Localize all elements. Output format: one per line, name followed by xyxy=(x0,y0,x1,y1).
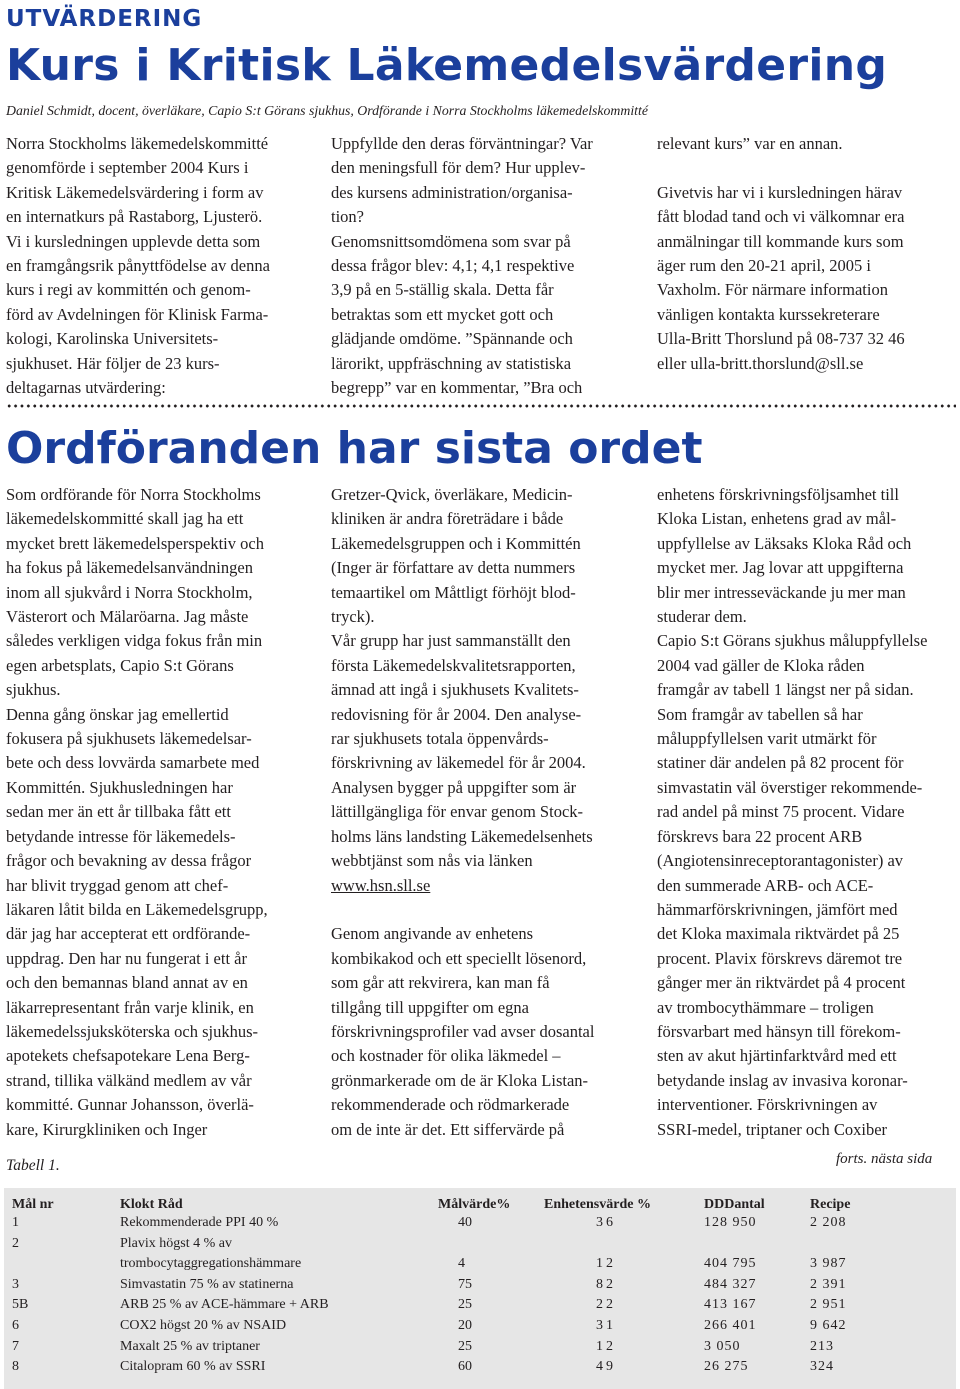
page-title: Kurs i Kritisk Läkemedelsvärdering xyxy=(6,40,888,91)
table-cell: 9 642 xyxy=(810,1317,847,1333)
text-line: Denna gång önskar jag emellertid xyxy=(6,704,229,724)
table-cell: 3 050 xyxy=(704,1338,741,1354)
table-cell: 25 xyxy=(458,1338,472,1354)
text-line: anmälningar till kommande kurs som xyxy=(657,231,904,251)
section-label: UTVÄRDERING xyxy=(6,6,203,32)
text-line: Genom angivande av enhetens xyxy=(331,924,534,944)
text-line: rar sjukhusets totala öppenvårds- xyxy=(331,729,549,749)
text-line: grönmarkerade om de är Kloka Listan- xyxy=(331,1070,589,1090)
text-line: äger rum den 20-21 april, 2005 i xyxy=(657,256,871,276)
text-line: Genomsnittsomdömena som svar på xyxy=(331,231,571,251)
table-row xyxy=(12,1297,910,1318)
table-cell: trombocytaggregationshämmare xyxy=(120,1256,302,1272)
text-line: webbtjänst som nås via länken xyxy=(331,851,533,871)
text-line: genomförde i september 2004 Kurs i xyxy=(6,158,249,178)
text-line: 2004 vad gäller de Kloka råden xyxy=(657,655,865,675)
header-recipe: Recipe xyxy=(810,1196,851,1212)
text-line: kombikakod och ett speciellt lösenord, xyxy=(331,948,587,968)
text-line: temaartikel om Måttligt förhöjt blod- xyxy=(331,582,576,602)
text-line: Kommittén. Sjukhusledningen har xyxy=(6,777,233,797)
text-line: deltagarnas utvärdering: xyxy=(6,378,166,398)
text-line: Som framgår av tabellen så har xyxy=(657,704,863,724)
text-line: fokusera på sjukhusets läkemedelsar- xyxy=(6,729,252,749)
text-line: kliniken är andra företrädare i både xyxy=(331,509,564,529)
table-cell: 49 xyxy=(596,1359,616,1375)
text-line: förskrivningsprofiler vad avser dosantal xyxy=(331,1021,595,1041)
table-cell: Simvastatin 75 % av statinerna xyxy=(120,1276,294,1292)
text-line: tryck). xyxy=(331,607,375,627)
table-cell: 2 208 xyxy=(810,1215,847,1230)
text-line: förd av Avdelningen för Klinisk Farma- xyxy=(6,304,269,324)
text-line: relevant kurs” var en annan. xyxy=(657,134,843,153)
text-line: förskrivning av läkemedel för år 2004. xyxy=(331,753,586,773)
text-line: (Angiotensinreceptorantagonister) av xyxy=(657,851,904,871)
text-line: det Kloka maximala riktvärdet på 25 xyxy=(657,924,900,944)
text-line: sedan mer än ett år tillbaka fått ett xyxy=(6,802,231,822)
table-row xyxy=(12,1256,910,1277)
text-line: kurs i regi av kommittén och genom- xyxy=(6,280,251,300)
text-line: Norra Stockholms läkemedelskommitté xyxy=(6,134,269,153)
text-line: apotekets chefsapotekare Lena Berg- xyxy=(6,1046,250,1066)
text-line: procent. Plavix förskrevs däremot tre xyxy=(657,948,903,968)
table-cell: 75 xyxy=(458,1276,472,1292)
byline: Daniel Schmidt, docent, överläkare, Capio S:t Görans sjukhus, Ordförande i Norra Stockholms läkemedelskommitté xyxy=(6,103,648,118)
text-line: interventioner. Förskrivningen av xyxy=(657,1095,878,1115)
text-line: sjukhus. xyxy=(6,680,61,700)
text-line: holms läns landsting Läkemedelsenhets xyxy=(331,826,593,846)
text-line: läkarrepresentant från varje klinik, en xyxy=(6,997,254,1017)
text-line: om de inte är det. Ett siffervärde på xyxy=(331,1119,565,1139)
table-cell: 2 xyxy=(12,1235,19,1251)
text-line: Vår grupp har just sammanställt den xyxy=(331,631,571,651)
table-cell: 128 950 xyxy=(704,1215,757,1230)
table-cell xyxy=(12,1256,120,1277)
text-line: statiner där andelen på 82 procent för xyxy=(657,753,904,773)
table-cell: 36 xyxy=(596,1215,616,1230)
text-line: lättillgängliga för envar genom Stock- xyxy=(331,802,584,822)
text-line: Läkemedelsgruppen och i Kommittén xyxy=(331,533,581,553)
text-line: försvarbart med hänsyn till förekom- xyxy=(657,1021,901,1041)
text-line: framgår av tabell 1 längst ner på sidan. xyxy=(657,680,914,700)
text-line: och den bemannas bland annat av en xyxy=(6,973,248,993)
text-line: (Inger är författare av detta nummers xyxy=(331,558,576,578)
text-line: des kursens administration/organisa- xyxy=(331,182,573,202)
article2-column-2 xyxy=(331,483,594,1142)
table-cell: 4 xyxy=(458,1256,465,1272)
text-line: sjukhuset. Här följer de 23 kurs- xyxy=(6,353,220,373)
text-line: som går att rekvirera, kan man få xyxy=(331,973,550,993)
table-cell: 324 xyxy=(810,1359,834,1375)
table-cell: 213 xyxy=(810,1338,834,1354)
text-line: strand, tillika välkänd medlem av vår xyxy=(6,1070,252,1090)
table-cell: Rekommenderade PPI 40 % xyxy=(120,1215,279,1230)
table-cell: 60 xyxy=(458,1359,472,1375)
table-cell: 12 xyxy=(596,1338,616,1354)
header-dddantal: DDDantal xyxy=(704,1196,765,1212)
text-line: Capio S:t Görans sjukhus måluppfyllelse xyxy=(657,631,928,651)
table-cell xyxy=(544,1236,704,1257)
text-line: kologi, Karolinska Universitets- xyxy=(6,329,219,349)
text-line: Vaxholm. För närmare information xyxy=(657,280,888,300)
text-line: Vi i kursledningen upplevde detta som xyxy=(6,231,261,251)
table-cell: Citalopram 60 % av SSRI xyxy=(120,1359,266,1375)
text-line: Som ordförande för Norra Stockholms xyxy=(6,485,261,504)
article2-column-3 xyxy=(657,483,927,1142)
text-line: kommitté. Gunnar Johansson, överlä- xyxy=(6,1095,254,1115)
text-line: eller ulla-britt.thorslund@sll.se xyxy=(657,353,864,373)
text-line: blir mer intresseväckande ju mer man xyxy=(657,582,906,602)
text-line: rekommenderade och rödmarkerade xyxy=(331,1095,570,1115)
table-row xyxy=(12,1215,910,1236)
table-cell xyxy=(810,1236,910,1257)
text-line: betydande intresse för läkemedels- xyxy=(6,826,236,846)
text-line: förskrevs bara 22 procent ARB xyxy=(657,826,863,846)
text-line: där jag har accepterat ett ordförande- xyxy=(6,924,251,944)
table-cell: COX2 högst 20 % av NSAID xyxy=(120,1317,287,1333)
header-malvarde: Målvärde% xyxy=(438,1196,511,1212)
table-cell: 8 xyxy=(12,1359,19,1375)
text-line: studerar dem. xyxy=(657,607,747,627)
text-line: gånger mer än riktvärdet på 4 procent xyxy=(657,973,906,993)
text-line: läkaren låtit bilda en Läkemedelsgrupp, xyxy=(6,899,268,919)
text-line: måluppfyllelsen varit utmärkt för xyxy=(657,729,877,749)
text-line: begrepp” var en kommentar, ”Bra och xyxy=(331,378,583,398)
text-line xyxy=(657,156,905,180)
text-line: den meningsfull för dem? Hur upplev- xyxy=(331,158,586,178)
text-line: läkemedelskommitté skall jag ha ett xyxy=(6,509,244,529)
continued-note: forts. nästa sida xyxy=(836,1151,933,1167)
table-cell: Maxalt 25 % av triptaner xyxy=(120,1338,260,1354)
text-line: inom all sjukvård i Norra Stockholm, xyxy=(6,582,253,602)
text-line: simvastatin väl överstiger rekommende- xyxy=(657,777,923,797)
text-line: första Läkemedelskvalitetsrapporten, xyxy=(331,655,576,675)
table-cell xyxy=(438,1236,544,1257)
text-line: betydande inslag av invasiva koronar- xyxy=(657,1070,908,1090)
text-line: frågor och bevakning av dessa frågor xyxy=(6,851,252,871)
text-line: lärorikt, uppfräschning av statistiska xyxy=(331,353,572,373)
table-cell: 20 xyxy=(458,1317,472,1333)
text-line: vänligen kontakta kurssekreterare xyxy=(657,304,880,324)
table-header-row xyxy=(12,1194,910,1215)
text-line: uppdrag. Den har nu fungerat i ett år xyxy=(6,948,247,968)
table-cell: 3 987 xyxy=(810,1256,847,1272)
table-cell: 22 xyxy=(596,1297,616,1313)
text-line: redovisning för år 2004. Den analyse- xyxy=(331,704,582,724)
table-cell: 7 xyxy=(12,1338,19,1354)
text-line: bete och dess lovvärda samarbete med xyxy=(6,753,260,773)
table-row xyxy=(12,1318,910,1339)
text-line: glädjande omdöme. ”Spännande och xyxy=(331,329,573,349)
table-cell: 3 xyxy=(12,1276,19,1292)
table-cell: 82 xyxy=(596,1276,616,1292)
text-line: dessa frågor blev: 4,1; 4,1 respektive xyxy=(331,256,575,276)
table-cell: 12 xyxy=(596,1256,616,1272)
text-line: Uppfyllde den deras förväntningar? Var xyxy=(331,134,593,153)
table-cell: 5B xyxy=(12,1297,29,1313)
table-cell: 31 xyxy=(596,1317,616,1333)
text-line: betraktas som ett mycket gott och xyxy=(331,304,554,324)
text-line: och kostnader för olika läkmedel – xyxy=(331,1046,561,1066)
text-line: Analysen bygger på uppgifter som är xyxy=(331,777,577,797)
text-line: Gretzer-Qvick, överläkare, Medicin- xyxy=(331,485,573,504)
table-cell: 413 167 xyxy=(704,1297,757,1313)
table-cell: ARB 25 % av ACE-hämmare + ARB xyxy=(120,1297,329,1313)
text-line: 3,9 på en 5-ställig skala. Detta får xyxy=(331,280,554,300)
table-cell: 1 xyxy=(12,1215,19,1230)
text-line: Västerort och Mälaröarna. Jag måste xyxy=(6,607,249,627)
text-line: uppfyllelse av Läksaks Kloka Råd och xyxy=(657,533,912,553)
table-cell: 25 xyxy=(458,1297,472,1313)
results-table xyxy=(12,1194,910,1380)
table-cell: 2 951 xyxy=(810,1297,847,1313)
link-hsn[interactable]: www.hsn.sll.se xyxy=(331,875,431,895)
text-line: Kritisk Läkemedelsvärdering i form av xyxy=(6,182,264,202)
text-line: av trombocythämmare – troligen xyxy=(657,997,874,1017)
dotted-divider xyxy=(6,404,956,408)
table-cell xyxy=(704,1236,810,1257)
text-line: Givetvis har vi i kursledningen härav xyxy=(657,182,903,202)
text-line: Ulla-Britt Thorslund på 08-737 32 46 xyxy=(657,329,905,349)
text-line: tillgång till uppgifter om egna xyxy=(331,997,529,1017)
text-line: en internatkurs på Rastaborg, Ljusterö. xyxy=(6,207,263,227)
text-line: den summerade ARB- och ACE- xyxy=(657,875,874,895)
header-enhetensvarde: Enhetensvärde % xyxy=(544,1196,651,1212)
article1-column-2 xyxy=(331,132,593,400)
text-line: en framgångsrik pånyttfödelse av denna xyxy=(6,256,270,276)
article1-column-1 xyxy=(6,132,270,400)
table-cell: 26 275 xyxy=(704,1359,749,1375)
table-caption: Tabell 1. xyxy=(6,1157,60,1174)
text-line: egen arbetsplats, Capio S:t Görans xyxy=(6,655,234,675)
table-cell: 40 xyxy=(458,1215,472,1230)
text-line: således verkligen vidga fokus från min xyxy=(6,631,263,651)
text-line: hämmarförskrivningen, jämfört med xyxy=(657,899,898,919)
text-line: mycket mer. Jag lovar att uppgifterna xyxy=(657,558,904,578)
text-line: ämnad att ingå i sjukhusets Kvalitets- xyxy=(331,680,579,700)
table-cell: 484 327 xyxy=(704,1276,757,1292)
table-row xyxy=(12,1359,910,1380)
text-line: tion? xyxy=(331,207,364,227)
table-cell: 404 795 xyxy=(704,1256,757,1272)
text-line: rad andel på minst 75 procent. Vidare xyxy=(657,802,905,822)
section-title: Ordföranden har sista ordet xyxy=(6,423,703,474)
header-mal-nr: Mål nr xyxy=(12,1196,54,1212)
table-row xyxy=(12,1236,910,1257)
text-line: fått blodad tand och vi välkomnar era xyxy=(657,207,905,227)
table-cell: 6 xyxy=(12,1317,19,1333)
header-klokt-rad: Klokt Råd xyxy=(120,1196,183,1212)
text-line: har blivit tryggad genom att chef- xyxy=(6,875,229,895)
table-cell: Plavix högst 4 % av xyxy=(120,1235,232,1251)
text-line: Kloka Listan, enhetens grad av mål- xyxy=(657,509,897,529)
text-line: läkemedelssjuksköterska och sjukhus- xyxy=(6,1021,259,1041)
article1-column-3 xyxy=(657,132,905,376)
table-row xyxy=(12,1339,910,1360)
table-row xyxy=(12,1277,910,1298)
article2-column-1 xyxy=(6,483,268,1142)
text-line: ha fokus på läkemedelsanvändningen xyxy=(6,558,253,578)
text-line: enhetens förskrivningsföljsamhet till xyxy=(657,485,899,504)
table-cell: 2 391 xyxy=(810,1276,847,1292)
text-line: sten av akut hjärtinfarktvård med ett xyxy=(657,1046,897,1066)
text-line: SSRI-medel, triptaner och Coxiber xyxy=(657,1119,888,1139)
table-cell: 266 401 xyxy=(704,1317,757,1333)
text-line: kare, Kirurgkliniken och Inger xyxy=(6,1119,208,1139)
text-line: mycket brett läkemedelsperspektiv och xyxy=(6,533,264,553)
